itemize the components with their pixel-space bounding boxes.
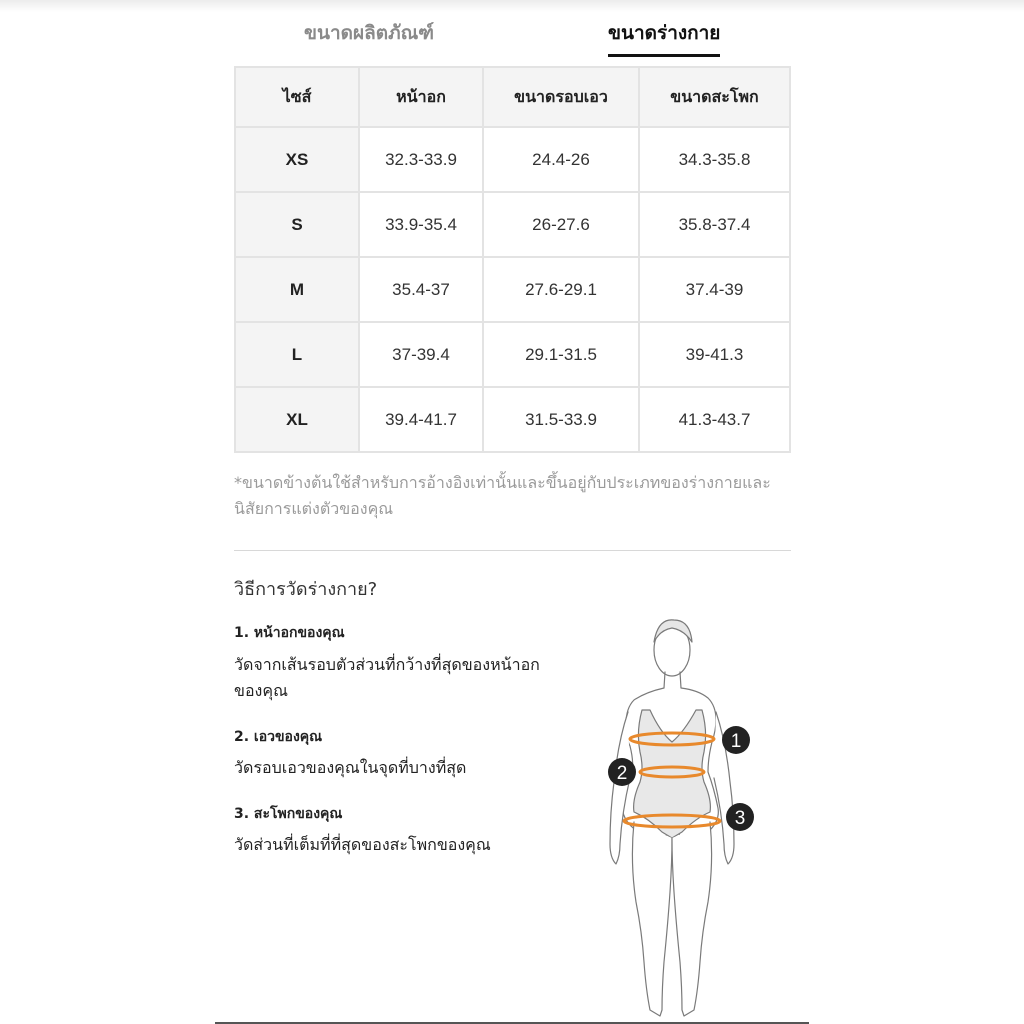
hip-cell: 41.3-43.7 [639, 387, 790, 452]
body-measurement-figure [596, 612, 766, 1024]
waist-cell: 27.6-29.1 [483, 257, 639, 322]
chest-cell: 35.4-37 [359, 257, 483, 322]
how-to-measure-title: วิธีการวัดร่างกาย? [234, 579, 378, 600]
chest-cell: 32.3-33.9 [359, 127, 483, 192]
hip-cell: 39-41.3 [639, 322, 790, 387]
left-leg [632, 822, 672, 1016]
disclaimer-line-1: *ขนาดข้างต้นใช้สำหรับการอ้างอิงเท่านั้นและขึ้นอยู่กับประเภทของร่างกายและ [234, 473, 771, 492]
waist-cell: 29.1-31.5 [483, 322, 639, 387]
step-waist-title: 2. เอวของคุณ [234, 729, 323, 745]
step-chest-desc-line-1: วัดจากเส้นรอบตัวส่วนที่กว้างที่สุดของหน้าอก [234, 655, 540, 674]
marker-1-label: 1 [730, 731, 742, 752]
chest-cell: 37-39.4 [359, 322, 483, 387]
hip-cell: 35.8-37.4 [639, 192, 790, 257]
chest-cell: 33.9-35.4 [359, 192, 483, 257]
size-disclaimer [234, 470, 794, 522]
table-row [235, 127, 790, 192]
marker-1 [722, 726, 750, 754]
size-cell: XS [235, 127, 359, 192]
waist-cell: 26-27.6 [483, 192, 639, 257]
step-hip-desc: วัดส่วนที่เต็มที่ที่สุดของสะโพกของคุณ [234, 835, 491, 854]
header-waist: ขนาดรอบเอว [483, 67, 639, 127]
hip-cell: 37.4-39 [639, 257, 790, 322]
table-row [235, 322, 790, 387]
table-row [235, 192, 790, 257]
disclaimer-line-2: นิสัยการแต่งตัวของคุณ [234, 499, 394, 518]
size-cell: M [235, 257, 359, 322]
section-divider [234, 550, 791, 551]
marker-2 [608, 758, 636, 786]
chest-cell: 39.4-41.7 [359, 387, 483, 452]
table-row [235, 257, 790, 322]
table-header-row [235, 67, 790, 127]
top-shadow [0, 0, 1024, 12]
hip-cell: 34.3-35.8 [639, 127, 790, 192]
marker-3 [726, 803, 754, 831]
step-hip-title: 3. สะโพกของคุณ [234, 806, 343, 822]
tab-body-size[interactable]: ขนาดร่างกาย [608, 18, 720, 57]
right-leg [672, 822, 712, 1016]
table-row [235, 387, 790, 452]
size-cell: XL [235, 387, 359, 452]
waist-cell: 31.5-33.9 [483, 387, 639, 452]
step-chest-desc [234, 652, 564, 704]
waist-cell: 24.4-26 [483, 127, 639, 192]
size-table [234, 66, 791, 453]
left-arm [610, 712, 630, 864]
marker-3-label: 3 [734, 808, 746, 829]
step-chest-desc-line-2: ของคุณ [234, 681, 288, 700]
size-cell: L [235, 322, 359, 387]
step-waist-desc: วัดรอบเอวของคุณในจุดที่บางที่สุด [234, 758, 467, 777]
size-tabs [234, 14, 790, 54]
header-hip: ขนาดสะโพก [639, 67, 790, 127]
header-size: ไซส์ [235, 67, 359, 127]
header-chest: หน้าอก [359, 67, 483, 127]
size-cell: S [235, 192, 359, 257]
step-chest-title: 1. หน้าอกของคุณ [234, 625, 345, 641]
marker-2-label: 2 [616, 763, 628, 784]
tab-product-size[interactable]: ขนาดผลิตภัณฑ์ [304, 22, 435, 44]
